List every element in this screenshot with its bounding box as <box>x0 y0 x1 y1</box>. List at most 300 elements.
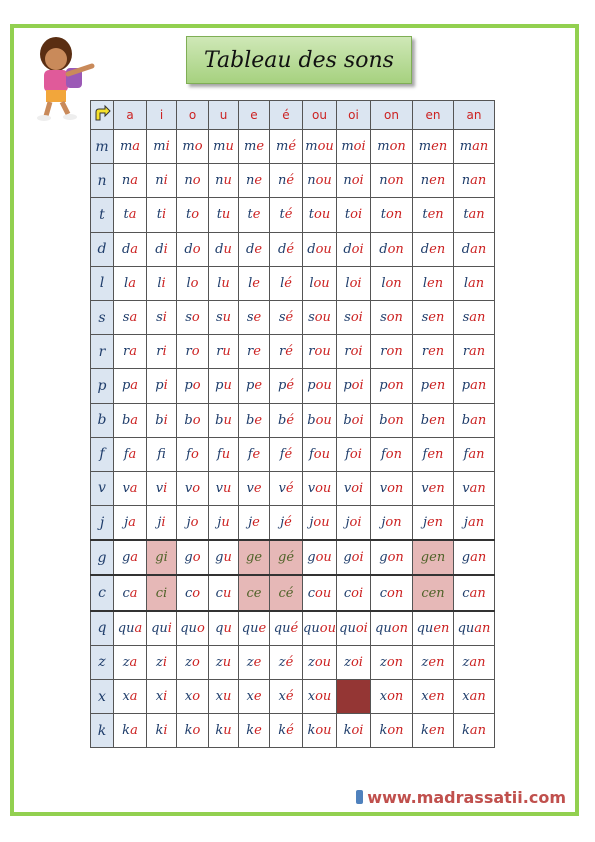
syllable-vowel-part: en <box>428 585 445 601</box>
syllable-consonant-part: t <box>123 207 129 223</box>
syllable-cell <box>239 300 270 334</box>
syllable-cell <box>371 266 413 300</box>
syllable-consonant-part: j <box>345 515 350 531</box>
syllable-consonant-part: v <box>155 480 164 496</box>
syllable-vowel-part: oi <box>351 723 364 739</box>
syllable-cell <box>303 369 337 403</box>
syllable-vowel-part: é <box>285 654 294 670</box>
syllable-cell <box>114 335 147 369</box>
syllable-cell <box>454 198 495 232</box>
syllable-cell <box>303 575 337 610</box>
syllable-cell <box>413 369 454 403</box>
syllable-cell <box>303 506 337 541</box>
syllable-consonant-part: z <box>215 654 223 670</box>
syllable-consonant-part: r <box>421 344 429 360</box>
syllable-consonant-part: z <box>155 654 163 670</box>
syllable-cell <box>147 198 177 232</box>
syllable-vowel-part: e <box>258 620 267 636</box>
consonant-cell: b <box>91 403 114 437</box>
syllable-vowel-part: oi <box>351 480 364 496</box>
syllable-vowel-part: é <box>286 412 295 428</box>
syllable-vowel-part: ou <box>315 480 332 496</box>
syllable-vowel-part: é <box>288 139 297 155</box>
syllable-consonant-part: g <box>215 550 224 566</box>
syllable-vowel-part: u <box>221 275 230 291</box>
syllable-cell <box>239 645 270 679</box>
syllable-consonant-part: j <box>217 515 222 531</box>
syllable-vowel-part: ou <box>315 585 332 601</box>
syllable-consonant-part: k <box>215 723 224 739</box>
syllable-vowel-part: oi <box>351 173 364 189</box>
syllable-cell <box>209 266 239 300</box>
syllable-consonant-part: k <box>461 723 470 739</box>
syllable-row <box>91 266 495 300</box>
syllable-cell <box>337 540 371 575</box>
syllable-consonant-part: d <box>420 241 430 257</box>
syllable-consonant-part: m <box>305 139 318 155</box>
syllable-cell <box>147 714 177 748</box>
syllable-vowel-part: é <box>284 446 293 462</box>
syllable-cell <box>114 403 147 437</box>
syllable-consonant-part: s <box>246 310 254 326</box>
syllable-consonant-part: m <box>275 139 289 155</box>
syllable-vowel-part: e <box>253 310 262 326</box>
syllable-vowel-part: an <box>469 310 486 326</box>
syllable-cell <box>239 506 270 541</box>
syllable-vowel-part: on <box>387 412 404 428</box>
syllable-vowel-part: en <box>428 480 445 496</box>
syllable-vowel-part: e <box>252 446 261 462</box>
syllable-vowel-part: e <box>253 480 262 496</box>
syllable-vowel-part: u <box>223 412 232 428</box>
syllable-cell <box>114 714 147 748</box>
consonant-cell: f <box>91 437 114 471</box>
syllable-cell <box>454 437 495 471</box>
syllable-vowel-part: o <box>192 723 201 739</box>
syllable-cell <box>337 300 371 334</box>
syllable-vowel-part: en <box>433 620 450 636</box>
syllable-consonant-part: s <box>344 310 351 326</box>
syllable-cell <box>413 575 454 610</box>
syllable-cell <box>114 266 147 300</box>
syllable-consonant-part: g <box>379 550 388 566</box>
syllable-cell <box>209 506 239 541</box>
syllable-consonant-part: d <box>379 241 388 257</box>
website-watermark <box>356 786 566 808</box>
syllable-cell <box>114 645 147 679</box>
syllable-vowel-part: é <box>285 344 293 360</box>
syllable-consonant-part: s <box>122 310 130 326</box>
syllable-consonant-part: g <box>245 550 255 566</box>
syllable-vowel-part: u <box>222 585 232 601</box>
syllable-vowel-part: a <box>134 620 143 636</box>
syllable-consonant-part: g <box>277 550 287 566</box>
vowel-header-row <box>91 101 495 130</box>
vowel-header-cell: ou <box>303 101 337 130</box>
syllable-cell <box>239 714 270 748</box>
syllable-consonant-part: l <box>280 275 285 291</box>
syllable-vowel-part: i <box>162 344 167 360</box>
syllable-vowel-part: o <box>191 310 200 326</box>
syllable-consonant-part: z <box>185 654 193 670</box>
consonant-cell: l <box>91 266 114 300</box>
syllable-cell <box>413 232 454 266</box>
syllable-consonant-part: b <box>461 412 471 428</box>
syllable-vowel-part: o <box>192 654 200 670</box>
syllable-cell <box>209 130 239 164</box>
syllable-cell <box>239 198 270 232</box>
vowel-header-cell: i <box>147 101 177 130</box>
syllable-consonant-part: n <box>307 173 316 189</box>
syllable-cell <box>371 680 413 714</box>
syllable-cell <box>270 369 303 403</box>
syllable-vowel-part: an <box>469 689 486 705</box>
syllable-consonant-part: f <box>216 446 222 462</box>
syllable-vowel-part: a <box>130 723 138 739</box>
syllable-cell <box>147 680 177 714</box>
syllable-consonant-part: t <box>216 207 222 223</box>
syllable-consonant-part: d <box>343 241 352 257</box>
syllable-cell <box>114 680 147 714</box>
syllable-consonant-part: f <box>279 446 285 462</box>
syllable-consonant-part: x <box>307 689 316 705</box>
syllable-cell <box>270 232 303 266</box>
syllable-consonant-part: n <box>215 173 224 189</box>
syllable-cell <box>371 130 413 164</box>
syllable-consonant-part: t <box>156 207 163 223</box>
syllable-cell <box>147 437 177 471</box>
syllable-vowel-part: on <box>387 241 404 257</box>
syllable-cell <box>209 680 239 714</box>
syllable-cell <box>413 266 454 300</box>
syllable-vowel-part: on <box>389 139 406 155</box>
syllable-vowel-part: i <box>162 207 167 223</box>
syllable-vowel-part: ou <box>313 275 330 291</box>
syllable-consonant-part: c <box>379 585 388 601</box>
syllable-vowel-part: an <box>469 344 486 360</box>
syllable-consonant-part: v <box>307 480 316 496</box>
syllable-cell <box>337 232 371 266</box>
syllable-vowel-part: o <box>190 446 199 462</box>
syllable-row <box>91 714 495 748</box>
syllable-cell <box>303 540 337 575</box>
syllable-vowel-part: on <box>387 550 404 566</box>
syllable-vowel-part: o <box>192 480 201 496</box>
syllable-consonant-part: z <box>307 654 315 670</box>
syllable-vowel-part: ou <box>319 620 336 636</box>
syllable-consonant-part: k <box>155 723 164 739</box>
syllable-cell <box>147 645 177 679</box>
syllable-vowel-part: o <box>192 241 201 257</box>
syllable-consonant-part: m <box>119 139 133 155</box>
syllable-consonant-part: s <box>278 310 286 326</box>
syllable-vowel-part: an <box>470 412 487 428</box>
syllable-vowel-part: é <box>286 378 295 394</box>
syllable-vowel-part: an <box>470 550 487 566</box>
syllable-cell <box>270 335 303 369</box>
syllable-consonant-part: z <box>246 654 254 670</box>
syllable-vowel-part: ou <box>315 550 332 566</box>
syllable-vowel-part: an <box>472 139 489 155</box>
syllable-consonant-part: x <box>155 689 164 705</box>
syllable-vowel-part: u <box>225 139 234 155</box>
syllable-cell <box>303 403 337 437</box>
syllable-consonant-part: j <box>463 515 468 531</box>
syllable-vowel-part: e <box>254 723 262 739</box>
syllable-consonant-part: q <box>215 620 224 636</box>
syllable-consonant-part: f <box>123 446 129 462</box>
logo-icon <box>356 790 363 804</box>
syllable-vowel-part: a <box>129 480 138 496</box>
syllable-vowel-part: e <box>253 654 262 670</box>
syllable-cell <box>371 540 413 575</box>
syllable-consonant-part: j <box>422 515 427 531</box>
syllable-consonant-part: x <box>184 689 193 705</box>
syllable-vowel-part: ou <box>315 173 332 189</box>
syllable-vowel-part: on <box>387 480 404 496</box>
syllable-vowel-part: an <box>469 723 486 739</box>
syllable-consonant-part: d <box>277 241 287 257</box>
syllable-consonant-part: j <box>280 515 285 531</box>
syllable-vowel-part: en <box>431 139 448 155</box>
syllable-cell <box>413 164 454 198</box>
syllable-consonant-part: g <box>461 550 471 566</box>
syllable-consonant-part: v <box>184 480 193 496</box>
syllable-consonant-part: z <box>462 654 470 670</box>
syllable-consonant-part: v <box>421 480 429 496</box>
syllable-consonant-part: m <box>153 139 166 155</box>
syllable-cell <box>413 645 454 679</box>
syllable-consonant-part: m <box>243 139 257 155</box>
syllable-vowel-part: on <box>387 689 404 705</box>
syllable-vowel-part: an <box>469 654 486 670</box>
syllable-vowel-part: en <box>427 446 444 462</box>
syllable-consonant-part: t <box>463 207 469 223</box>
syllable-vowel-part: oi <box>350 344 363 360</box>
syllable-cell <box>114 611 147 646</box>
syllable-vowel-part: u <box>222 310 232 326</box>
syllable-vowel-part: on <box>387 378 404 394</box>
syllable-consonant-part: k <box>278 723 287 739</box>
syllable-vowel-part: i <box>167 620 172 636</box>
syllable-cell <box>147 369 177 403</box>
syllable-consonant-part: k <box>122 723 131 739</box>
syllable-cell <box>454 266 495 300</box>
syllable-cell <box>270 645 303 679</box>
syllable-vowel-part: o <box>192 689 201 705</box>
syllable-cell <box>454 645 495 679</box>
syllable-vowel-part: a <box>129 654 138 670</box>
syllable-row <box>91 403 495 437</box>
syllable-cell <box>303 232 337 266</box>
syllable-vowel-part: an <box>469 480 486 496</box>
syllable-cell <box>209 300 239 334</box>
syllable-cell <box>337 198 371 232</box>
syllable-consonant-part: v <box>278 480 286 496</box>
syllable-vowel-part: an <box>468 446 485 462</box>
syllable-vowel-part: ou <box>315 412 332 428</box>
syllable-cell <box>270 164 303 198</box>
syllable-vowel-part: i <box>165 139 170 155</box>
syllable-cell <box>209 611 239 646</box>
syllable-cell <box>239 232 270 266</box>
syllable-vowel-part: a <box>128 446 137 462</box>
syllable-cell <box>337 506 371 541</box>
syllable-cell <box>337 714 371 748</box>
consonant-cell: k <box>91 714 114 748</box>
syllable-row <box>91 680 495 714</box>
syllable-vowel-part: an <box>469 585 486 601</box>
syllable-consonant-part: n <box>420 173 430 189</box>
syllable-vowel-part: o <box>191 344 200 360</box>
syllable-cell <box>209 714 239 748</box>
syllable-cell <box>270 266 303 300</box>
syllable-consonant-part: v <box>246 480 254 496</box>
syllable-vowel-part: en <box>426 515 444 531</box>
syllable-consonant-part: b <box>245 412 255 428</box>
syllable-cell <box>177 680 209 714</box>
syllable-cell <box>303 266 337 300</box>
syllable-consonant-part: n <box>245 173 255 189</box>
syllable-vowel-part: é <box>284 207 293 223</box>
syllable-cell <box>177 403 209 437</box>
syllable-vowel-part: u <box>223 723 232 739</box>
syllable-vowel-part: o <box>191 207 200 223</box>
syllable-consonant-part: v <box>215 480 223 496</box>
syllable-vowel-part: ou <box>317 139 334 155</box>
syllable-vowel-part: i <box>162 654 168 670</box>
syllable-cell <box>147 403 177 437</box>
syllable-vowel-part: on <box>387 173 404 189</box>
syllable-consonant-part: z <box>278 654 286 670</box>
syllable-vowel-part: é <box>285 480 294 496</box>
syllable-cell <box>337 403 371 437</box>
syllable-vowel-part: a <box>129 585 138 601</box>
syllable-vowel-part: i <box>163 723 168 739</box>
syllable-cell <box>270 611 303 646</box>
syllable-vowel-part: oi <box>351 550 364 566</box>
syllable-vowel-part: en <box>428 310 445 326</box>
syllable-cell <box>371 506 413 541</box>
syllable-consonant-part: k <box>421 723 429 739</box>
syllable-consonant-part: b <box>121 412 131 428</box>
syllable-consonant-part: x <box>421 689 429 705</box>
syllable-row <box>91 232 495 266</box>
syllable-consonant-part: x <box>379 689 388 705</box>
syllable-consonant-part: f <box>247 446 253 462</box>
syllable-cell <box>177 645 209 679</box>
syllable-cell <box>303 300 337 334</box>
syllable-cell <box>177 130 209 164</box>
syllable-consonant-part: f <box>345 446 350 462</box>
syllable-cell <box>114 300 147 334</box>
syllable-consonant-part: x <box>462 689 470 705</box>
syllable-consonant-part: m <box>182 139 195 155</box>
consonant-cell: g <box>91 540 114 575</box>
syllable-vowel-part: an <box>467 515 485 531</box>
syllable-cell <box>337 266 371 300</box>
syllable-cell <box>209 471 239 505</box>
syllable-consonant-part: k <box>246 723 255 739</box>
syllable-vowel-part: en <box>428 344 445 360</box>
syllable-cell <box>337 335 371 369</box>
syllable-vowel-part: a <box>129 344 137 360</box>
syllable-consonant-part: f <box>157 446 166 462</box>
syllable-consonant-part: c <box>421 585 429 601</box>
syllable-consonant-part: j <box>309 515 314 531</box>
syllable-vowel-part: en <box>428 654 445 670</box>
syllable-consonant-part: m <box>459 139 473 155</box>
syllable-cell <box>303 198 337 232</box>
syllable-cell <box>177 232 209 266</box>
syllable-cell <box>413 611 454 646</box>
syllable-cell <box>209 437 239 471</box>
syllable-consonant-part: p <box>245 378 255 394</box>
syllable-consonant-part: s <box>156 310 163 326</box>
syllable-cell <box>371 611 413 646</box>
consonant-cell: x <box>91 680 114 714</box>
syllable-cell <box>337 437 371 471</box>
syllable-vowel-part: ou <box>315 241 332 257</box>
syllable-vowel-part: oi <box>351 412 364 428</box>
syllable-cell <box>337 369 371 403</box>
syllable-vowel-part: oi <box>349 275 362 291</box>
syllable-cell <box>270 471 303 505</box>
syllable-consonant-part: g <box>184 550 193 566</box>
syllable-vowel-part: on <box>386 654 404 670</box>
syllable-vowel-part: é <box>286 550 295 566</box>
syllable-vowel-part: a <box>128 207 137 223</box>
syllable-vowel-part: i <box>162 310 167 326</box>
syllable-vowel-part: on <box>391 620 408 636</box>
syllable-consonant-part: s <box>308 310 315 326</box>
syllable-cell <box>303 714 337 748</box>
syllable-cell <box>454 232 495 266</box>
syllable-cell <box>454 575 495 610</box>
syllable-vowel-part: i <box>163 412 168 428</box>
syllable-row <box>91 437 495 471</box>
syllable-consonant-part: p <box>215 378 224 394</box>
syllable-cell <box>337 164 371 198</box>
syllable-vowel-part: i <box>163 378 168 394</box>
syllable-vowel-part: u <box>221 515 230 531</box>
syllable-consonant-part: l <box>381 275 386 291</box>
website-url: www.madrassatii.com <box>367 787 566 807</box>
syllable-vowel-part: ou <box>314 310 331 326</box>
syllable-consonant-part: qu <box>117 620 135 636</box>
consonant-cell: j <box>91 506 114 541</box>
syllable-consonant-part: t <box>344 207 351 223</box>
syllable-cell <box>114 437 147 471</box>
syllable-consonant-part: n <box>121 173 131 189</box>
syllable-consonant-part: l <box>157 275 162 291</box>
syllable-cell <box>270 437 303 471</box>
syllable-vowel-part: on <box>387 585 404 601</box>
syllable-consonant-part: r <box>185 344 192 360</box>
consonant-cell: v <box>91 471 114 505</box>
syllable-consonant-part: c <box>246 585 254 601</box>
syllable-consonant-part: p <box>277 378 287 394</box>
syllable-consonant-part: s <box>421 310 429 326</box>
syllable-consonant-part: qu <box>375 620 392 636</box>
consonant-cell: d <box>91 232 114 266</box>
syllable-vowel-part: ou <box>314 207 331 223</box>
syllable-vowel-part: oi <box>350 654 363 670</box>
syllable-vowel-part: a <box>132 139 141 155</box>
syllable-consonant-part: r <box>216 344 223 360</box>
vowel-header-cell: oi <box>337 101 371 130</box>
syllable-consonant-part: d <box>215 241 224 257</box>
